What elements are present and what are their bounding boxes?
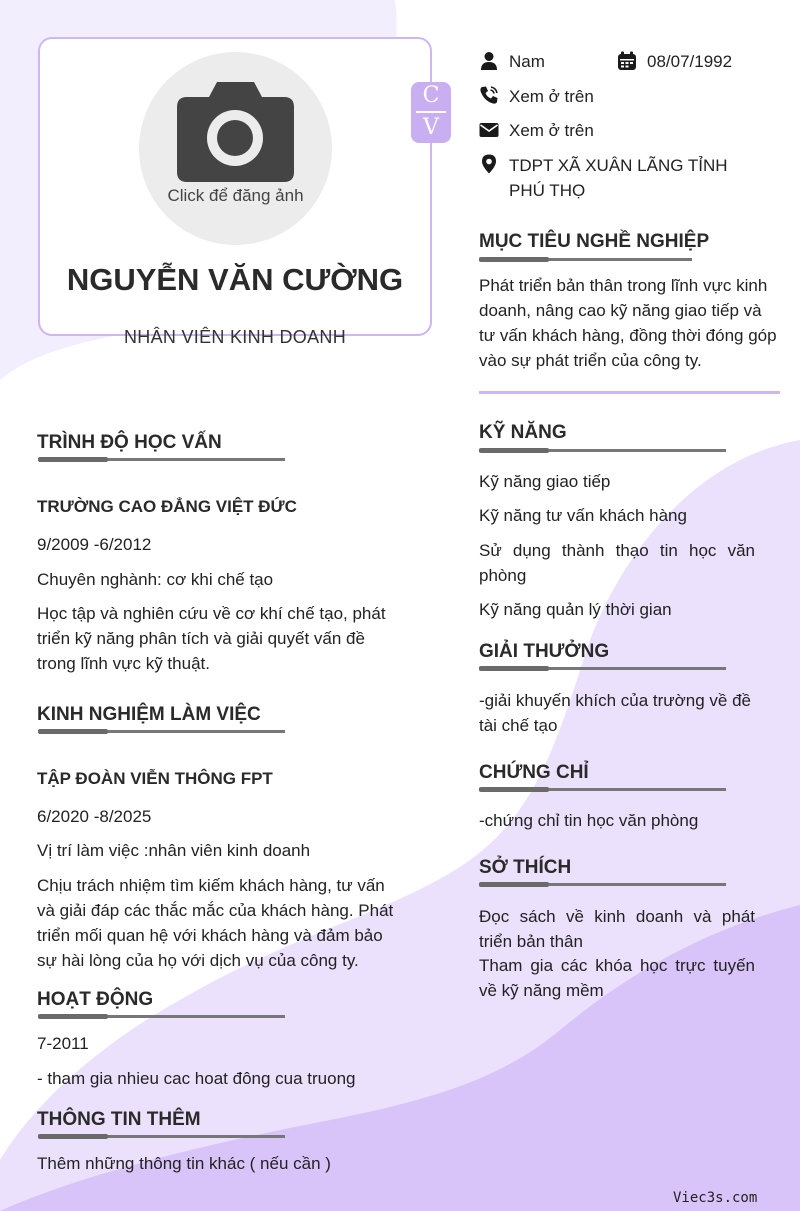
awards-underline	[479, 667, 726, 670]
photo-upload-label[interactable]: Click để đăng ảnh	[167, 186, 304, 205]
cv-badge-letter-v: V	[423, 114, 439, 140]
objective-underline	[479, 258, 692, 261]
objective-text: Phát triển bản thân trong lĩnh vực kinh doanh, nâng cao kỹ năng giao tiếp và tư vấn khách hàng, đồng thời đóng góp vào sự phát triển của công ty.	[479, 276, 777, 370]
certificates-heading: CHỨNG CHỈ	[479, 762, 589, 783]
email-icon	[479, 120, 499, 140]
calendar-icon	[617, 51, 637, 71]
awards-heading: GIẢI THƯỞNG	[479, 641, 610, 662]
additional-underline	[38, 1135, 285, 1138]
skills-underline	[479, 449, 726, 452]
experience-position: Vị trí làm việc :nhân viên kinh doanh	[37, 841, 311, 860]
objective-divider	[479, 391, 780, 394]
certificates-text: -chứng chỉ tin học văn phòng	[479, 811, 699, 830]
skills-heading: KỸ NĂNG	[479, 422, 567, 443]
hobbies-heading: SỞ THÍCH	[479, 857, 572, 878]
job-title: NHÂN VIÊN KINH DOANH	[123, 327, 347, 347]
education-heading: TRÌNH ĐỘ HỌC VẤN	[37, 432, 222, 453]
hobby-item: Đọc sách về kinh doanh và phát triển bản thân	[479, 907, 755, 951]
location-pin-icon	[479, 154, 499, 174]
education-description: Học tập và nghiên cứu về cơ khí chế tạo, phát triển kỹ năng phân tích và giải quyết vấn đề trong lĩnh vực kỹ thuật.	[37, 604, 386, 673]
activities-heading: HOẠT ĐỘNG	[37, 989, 154, 1010]
email-value: Xem ở trên	[509, 121, 594, 140]
activities-underline	[38, 1015, 285, 1018]
additional-heading: THÔNG TIN THÊM	[37, 1109, 201, 1130]
activities-text: - tham gia nhieu cac hoat đông cua truong	[37, 1069, 356, 1088]
skill-item: Kỹ năng giao tiếp	[479, 472, 611, 491]
skill-item: Kỹ năng quản lý thời gian	[479, 600, 672, 619]
address-value: TDPT XÃ XUÂN LÃNG TỈNH PHÚ THỌ	[509, 156, 728, 200]
additional-text: Thêm những thông tin khác ( nếu cần )	[37, 1154, 331, 1173]
hobby-item: Tham gia các khóa học trực tuyến về kỹ năng mềm	[479, 956, 755, 1000]
gender-value: Nam	[509, 52, 545, 71]
cv-badge-letter-c: C	[422, 83, 440, 108]
education-major: Chuyên nghành: cơ khi chế tạo	[37, 570, 274, 589]
education-period: 9/2009 -6/2012	[37, 535, 152, 554]
birthday-value: 08/07/1992	[647, 52, 733, 71]
skill-item: Kỹ năng tư vấn khách hàng	[479, 506, 687, 525]
objective-heading: MỤC TIÊU NGHỀ NGHIỆP	[479, 231, 710, 252]
experience-underline	[38, 730, 285, 733]
experience-description: Chịu trách nhiệm tìm kiếm khách hàng, tư vấn và giải đáp các thắc mắc của khách hàng. Phát triển mối quan hệ với khách hàng và đảm bảo sự hài lòng của họ với dịch vụ của công ty.	[37, 876, 394, 970]
camera-icon	[139, 52, 332, 245]
hobbies-underline	[479, 883, 726, 886]
profile-photo-upload[interactable]	[139, 52, 332, 245]
candidate-name: NGUYỄN VĂN CƯỜNG	[66, 262, 404, 297]
phone-icon	[479, 85, 499, 105]
education-underline	[38, 458, 285, 461]
person-icon	[479, 51, 499, 71]
experience-heading: KINH NGHIỆM LÀM VIỆC	[37, 704, 261, 725]
education-school: TRƯỜNG CAO ĐẲNG VIỆT ĐỨC	[37, 497, 297, 516]
phone-value: Xem ở trên	[509, 87, 594, 106]
skill-item: Sử dụng thành thạo tin học văn phòng	[479, 541, 755, 585]
watermark-link[interactable]: Viec3s.com	[673, 1190, 758, 1206]
awards-text: -giải khuyến khích của trường về đề tài chế tạo	[479, 691, 752, 735]
experience-company: TẬP ĐOÀN VIỄN THÔNG FPT	[37, 769, 273, 788]
experience-period: 6/2020 -8/2025	[37, 807, 152, 826]
certificates-underline	[479, 788, 726, 791]
cv-badge	[411, 82, 451, 143]
activities-period: 7-2011	[37, 1034, 89, 1053]
